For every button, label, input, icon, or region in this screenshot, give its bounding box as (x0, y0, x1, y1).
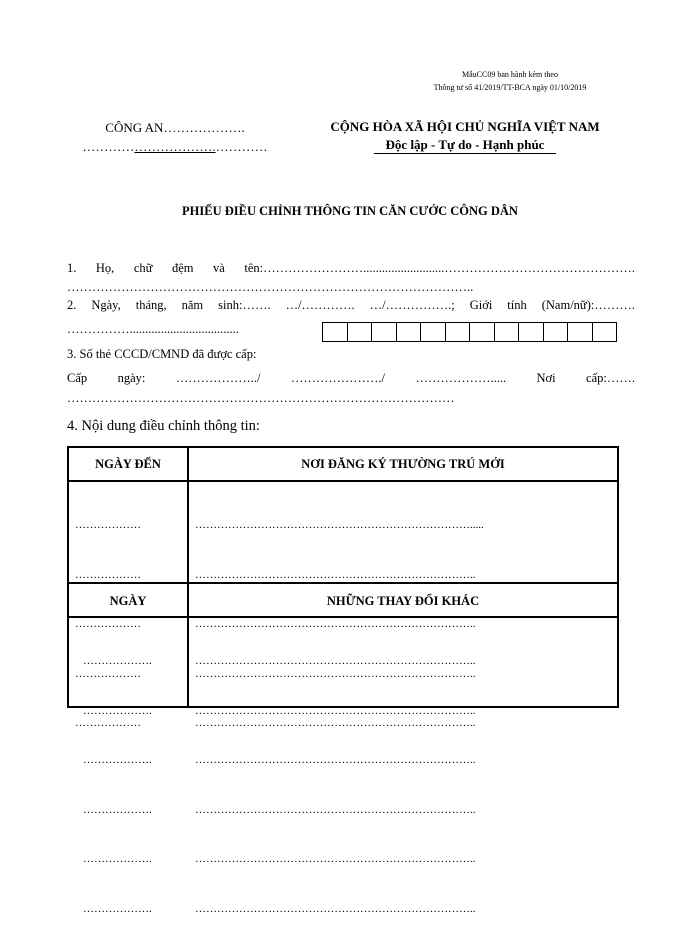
field-full-name-continuation: …………………………………………………………………………………….. (67, 280, 474, 294)
id-digit-box[interactable] (519, 323, 544, 341)
header-arrival-date: NGÀY ĐẾN (95, 457, 161, 471)
id-digit-box[interactable] (593, 323, 617, 341)
new-residence-entries: …………………………………………………………………..... ………………………………………………………………….. ………………………………………………………………….. ………………………………………………………………….. ………………………………………………………………….. (195, 519, 484, 729)
agency-name: CÔNG AN………………. (105, 120, 245, 135)
field-full-name: 1. Họ, chữ đệm và tên:……………………..........................………………………………………. (67, 261, 635, 275)
field-issue-date-place: Cấp ngày: ………………../ …………………./ ………………..... Nơi cấp:……. (67, 371, 635, 385)
id-number-boxes[interactable] (322, 322, 617, 342)
field-id-card-label: 3. Số thẻ CCCD/CMND đã được cấp: (67, 347, 257, 361)
id-digit-box[interactable] (348, 323, 373, 341)
id-digit-box[interactable] (323, 323, 348, 341)
id-digit-box[interactable] (544, 323, 569, 341)
field-birth-date-continuation: ……………................................... (67, 322, 239, 336)
form-code-line1: MẫuCC09 ban hành kèm theo (462, 70, 558, 79)
header-new-residence: NƠI ĐĂNG KÝ THƯỜNG TRÚ MỚI (301, 457, 505, 471)
issuing-agency (60, 118, 290, 156)
field-birth-date-gender: 2. Ngày, tháng, năm sinh:……. …/…………. …/…………….; Giới tính (Nam/nữ):………. (67, 298, 635, 312)
form-code (400, 68, 620, 94)
id-digit-box[interactable] (470, 323, 495, 341)
id-digit-box[interactable] (446, 323, 471, 341)
table-column-divider (187, 448, 189, 706)
adjustment-table (67, 446, 619, 915)
id-digit-box[interactable] (372, 323, 397, 341)
header-date: NGÀY (109, 594, 147, 608)
nation-name: CỘNG HÒA XÃ HỘI CHỦ NGHĨA VIỆT NAM (330, 119, 600, 134)
section-4-heading: 4. Nội dung điều chỉnh thông tin: (67, 418, 260, 434)
nation-motto: Độc lập - Tự do - Hạnh phúc (374, 137, 557, 154)
agency-unit: ………………………….………… (82, 139, 268, 154)
document-title: PHIẾU ĐIỀU CHỈNH THÔNG TIN CĂN CƯỚC CÔNG DÂN (182, 204, 518, 218)
id-digit-box[interactable] (397, 323, 422, 341)
other-changes-entries: ………………………………………………………………….. ………………………………………………………………….. ………………………………………………………………….. ………………………………………………………………….. ………………………………………………………………….. ………………………………………………………………….. (195, 655, 476, 915)
arrival-date-entries: ……………… ……………… ……………… ……………… ……………… (75, 519, 141, 729)
header-other-changes: NHỮNG THAY ĐỔI KHÁC (326, 594, 480, 608)
id-digit-box[interactable] (421, 323, 446, 341)
id-digit-box[interactable] (495, 323, 520, 341)
nation-header (300, 118, 630, 154)
change-date-entries: ………………. ………………. ………………. ………………. ………………. ………………. (83, 655, 152, 915)
id-digit-box[interactable] (568, 323, 593, 341)
field-issue-continuation: ………………………………………………………………………………… (67, 391, 455, 405)
form-code-line2: Thông tư số 41/2019/TT-BCA ngày 01/10/2019 (433, 83, 587, 92)
table-header1-divider (69, 480, 617, 482)
